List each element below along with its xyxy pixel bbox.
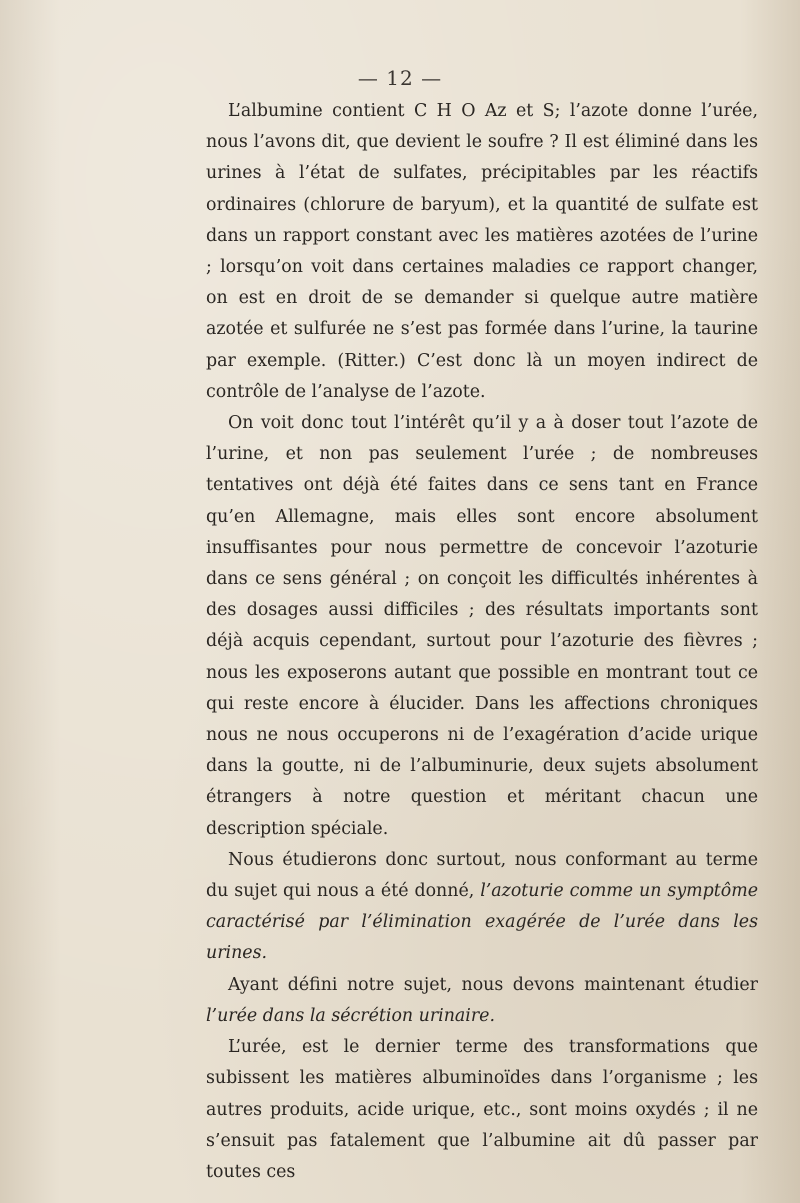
text-run: L’urée, est le dernier terme des transformations que subissent les matières albuminoïdes dans l’organisme ; les autres produits, acide urique, etc., sont moins oxydés ; il ne s’ensuit pas fatalement que l’albumine ait dû passer par toutes ces (206, 1037, 758, 1182)
text-run: Nous étudierons donc surtout, nous conformant au terme du sujet qui nous a été donné, (206, 849, 758, 902)
paragraph (206, 96, 758, 408)
page-number: — 12 — (357, 66, 443, 90)
italic-text-run: l’urée dans la sécrétion urinaire. (206, 1005, 495, 1026)
text-run: L’albumine contient C H O Az et S; l’azote donne l’urée, nous l’avons dit, que devient le soufre ? Il est éliminé dans les urines à l’état de sulfates, précipitables par les réactifs ordinaires (chlorure de baryum), et la quantité de sulfate est dans un rapport constant avec les matières azotées de l’urine ; lorsqu’on voit dans certaines maladies ce rapport changer, on est en droit de se demander si quelque autre matière azotée et sulfurée ne s’est pas formée dans l’urine, la taurine par exemple. (Ritter.) C’est donc là un moyen indirect de contrôle de l’analyse de l’azote. (206, 101, 758, 402)
paragraph (206, 408, 758, 845)
italic-text-run: l’azoturie comme un symptôme caractérisé par l’élimination exagérée de l’urée dans les urines. (206, 881, 759, 964)
body-text (206, 96, 758, 1188)
paragraph (206, 1032, 758, 1188)
paragraph (206, 845, 758, 970)
paragraph (206, 970, 758, 1032)
text-run: Ayant défini notre sujet, nous devons maintenant étudier (228, 974, 758, 995)
text-run: On voit donc tout l’intérêt qu’il y a à doser tout l’azote de l’urine, et non pas seulement l’urée ; de nombreuses tentatives ont déjà été faites dans ce sens tant en France qu’en Allemagne, mais elles sont encore absolument insuffisantes pour nous permettre de concevoir l’azoturie dans ce sens général ; on conçoit les difficultés inhérentes à des dosages aussi difficiles ; des résultats importants sont déjà acquis cependant, surtout pour l’azoturie des fièvres ; nous les exposerons autant que possible en montrant tout ce qui reste encore à élucider. Dans les affections chroniques nous ne nous occuperons ni de l’exagération d’acide urique dans la goutte, ni de l’albuminurie, deux sujets absolument étrangers à notre question et méritant chacun une description spéciale. (206, 413, 758, 839)
